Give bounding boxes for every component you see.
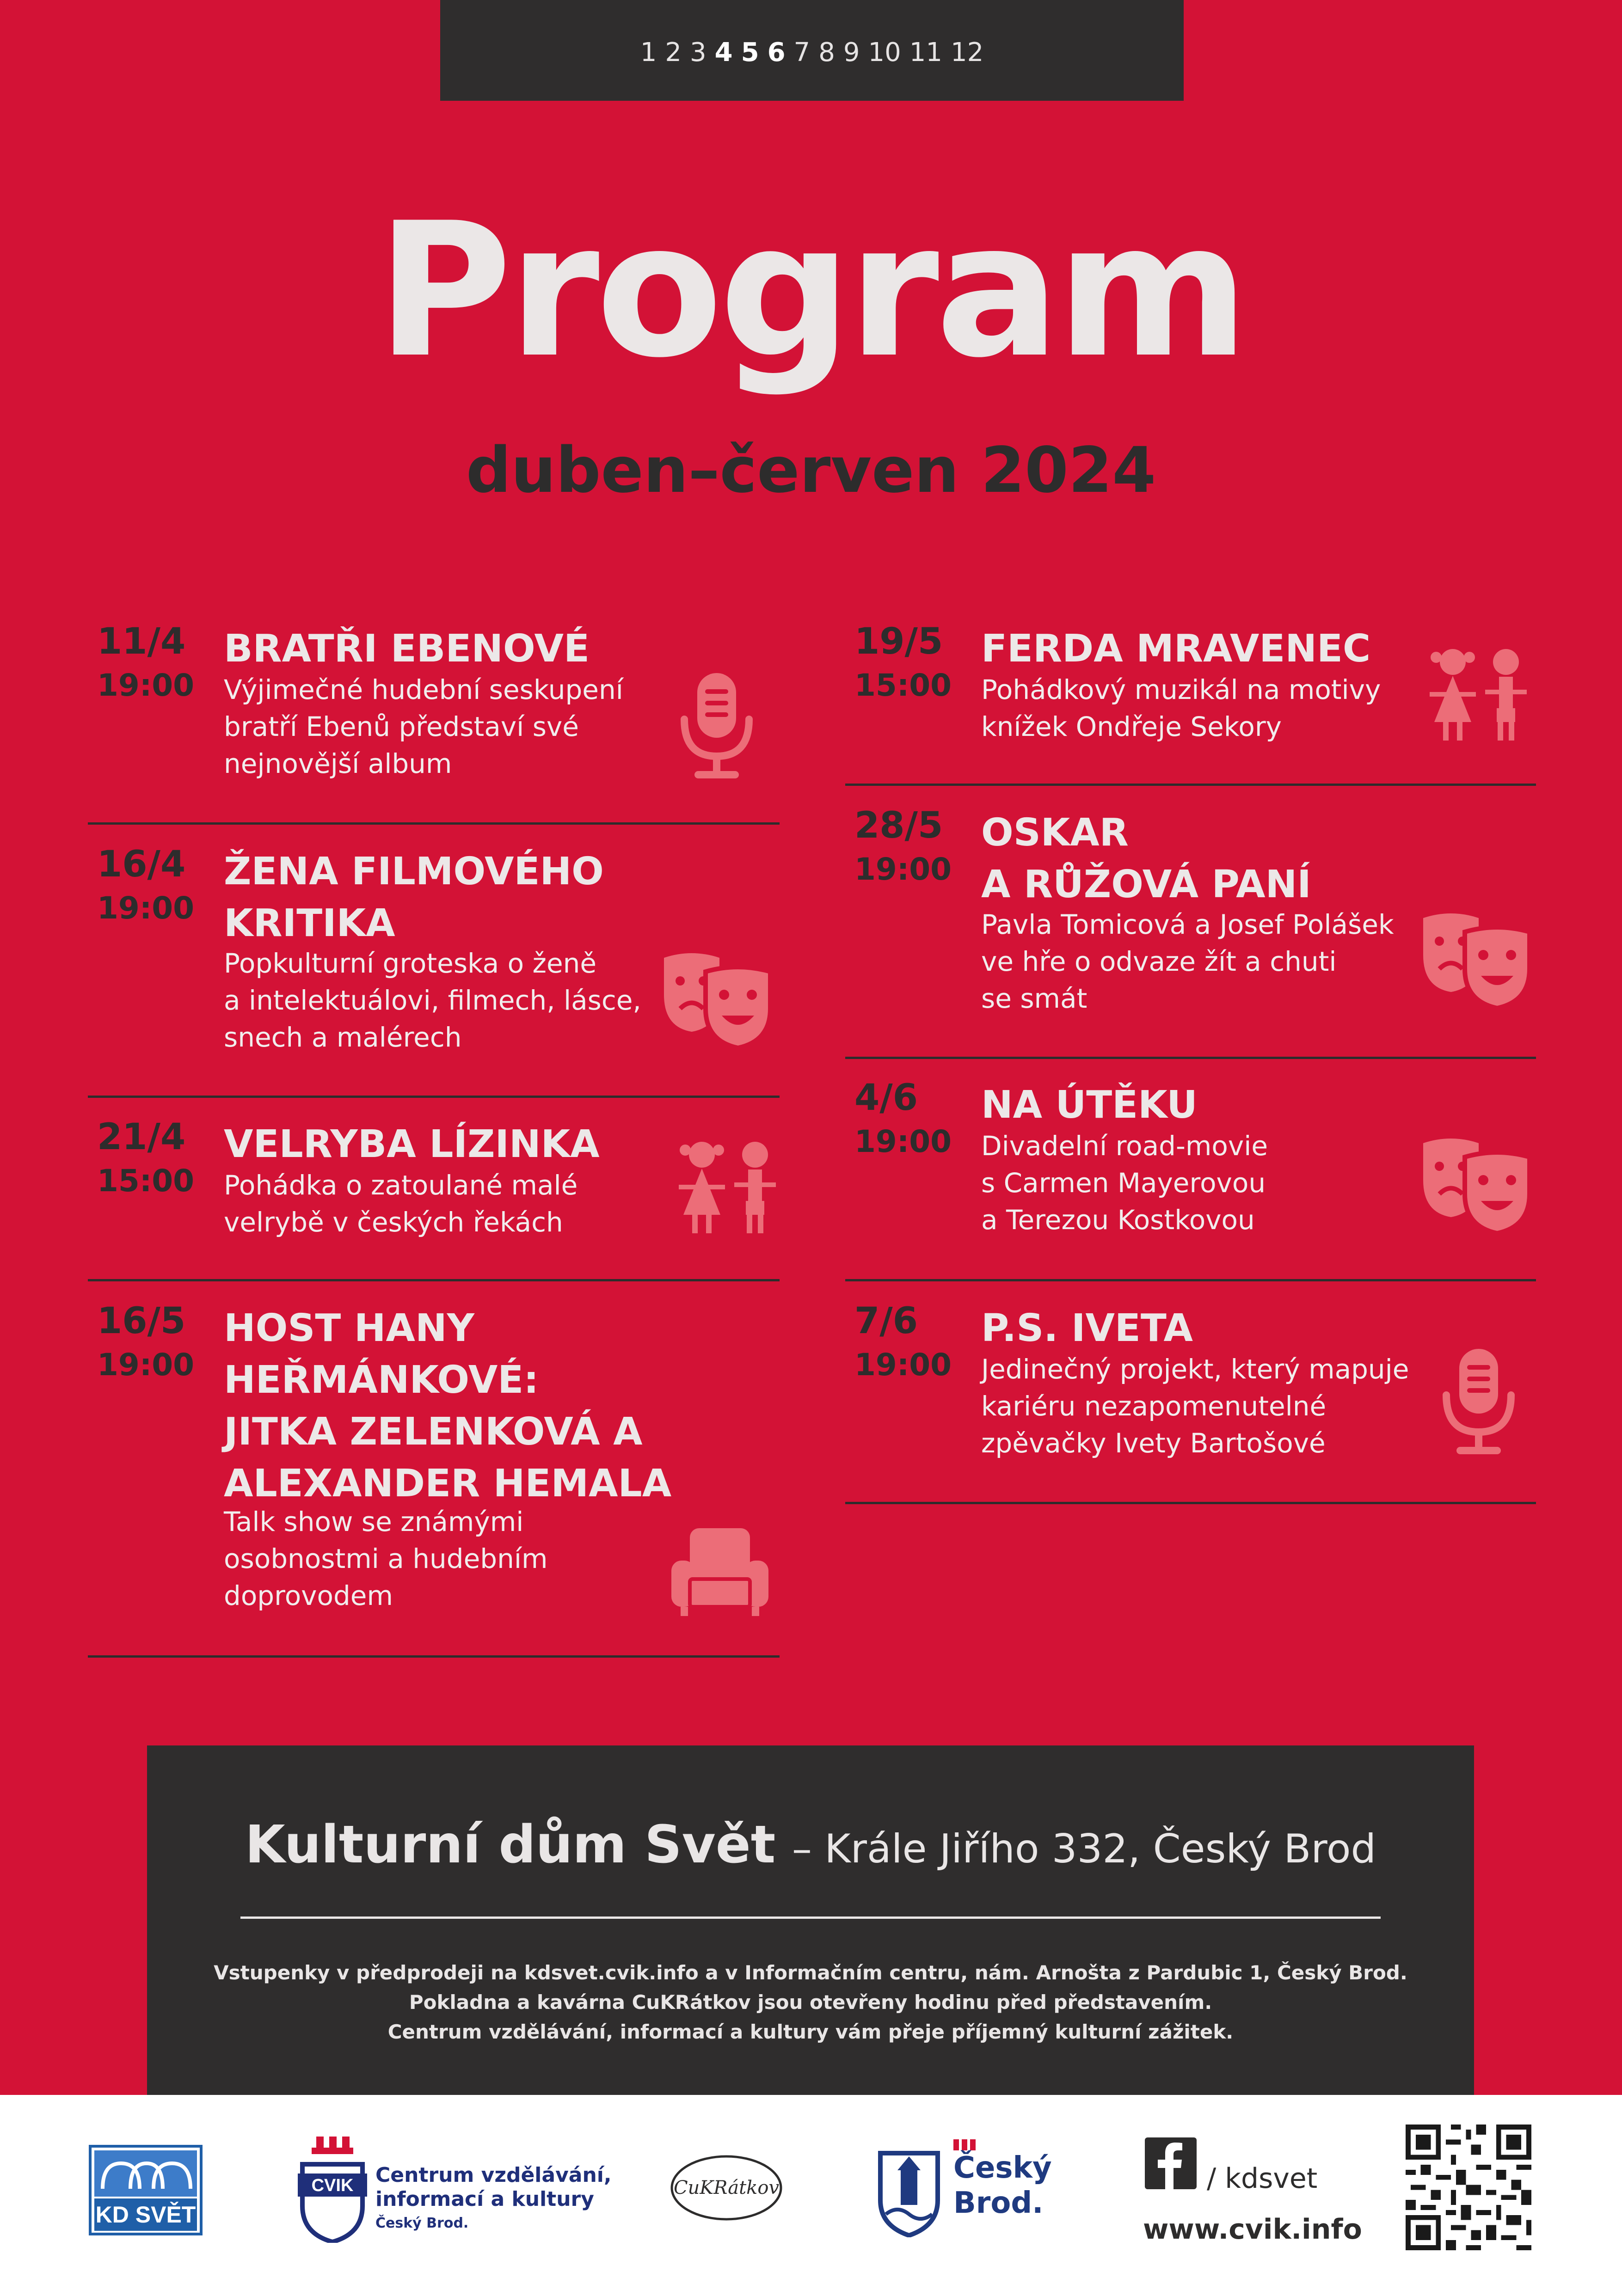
armchair-icon <box>671 1528 768 1616</box>
page-title: Program <box>376 184 1246 398</box>
event-time: 19:00 <box>97 667 195 703</box>
event-title: OSKAR A RŮŽOVÁ PANÍ <box>981 811 1311 906</box>
event-title: NA ÚTĚKU <box>981 1083 1198 1127</box>
event-description: Divadelní road-movie s Carmen Mayerovou a Terezou Kostkovou <box>981 1130 1268 1236</box>
facebook-icon[interactable] <box>1145 2137 1197 2189</box>
month-number: 8 <box>818 37 835 67</box>
event-date: 7/6 <box>854 1300 918 1342</box>
event-item <box>845 623 1536 786</box>
event-date: 21/4 <box>97 1116 186 1158</box>
month-number: 11 <box>909 37 942 67</box>
cvik-logo <box>298 2137 367 2243</box>
cvik-line: Český Brod. <box>375 2215 469 2231</box>
cvik-name <box>375 2163 612 2235</box>
venue-address: – Krále Jiřího 332, Český Brod <box>792 1826 1376 1872</box>
cesky-brod-line: Český <box>953 2151 1052 2185</box>
month-number: 1 <box>640 37 657 67</box>
qr-code-icon[interactable] <box>1406 2125 1531 2250</box>
event-time: 19:00 <box>854 851 952 887</box>
info-line: Pokladna a kavárna CuKRátkov jsou otevřeny hodinu před představením. <box>409 1991 1212 2014</box>
month-number: 5 <box>741 37 759 67</box>
cesky-brod-crest-icon <box>877 2149 941 2237</box>
event-title: HOST HANY HEŘMÁNKOVÉ: JITKA ZELENKOVÁ A ALEXANDER HEMALA <box>224 1306 672 1506</box>
info-line: Vstupenky v předprodeji na kdsvet.cvik.info a v Informačním centru, nám. Arnošta z Pardubic 1, Český Brod. <box>214 1961 1407 1984</box>
kd-svet-logo-text: KD SVĚT <box>95 2202 196 2228</box>
event-item <box>88 1300 780 1658</box>
facebook-handle[interactable]: / kdsvet <box>1207 2162 1318 2195</box>
event-title: FERDA MRAVENEC <box>981 627 1371 671</box>
cukratkov-logo <box>669 2153 784 2223</box>
event-description: Jedinečný projekt, který mapuje kariéru nezapomenutelné zpěvačky Ivety Bartošové <box>981 1353 1409 1459</box>
event-item <box>88 1116 780 1281</box>
event-description: Výjimečné hudební seskupení bratří Ebenů představí své nejnovější album <box>224 674 623 779</box>
event-time: 19:00 <box>97 1347 195 1383</box>
month-number: 10 <box>868 37 901 67</box>
event-description: Pavla Tomicová a Josef Polášek ve hře o odvaze žít a chuti se smát <box>981 909 1394 1014</box>
event-item <box>88 623 780 825</box>
theater-masks-icon <box>1419 909 1534 1010</box>
microphone-icon <box>1437 1349 1520 1455</box>
venue-line <box>147 1815 1474 1875</box>
event-date: 28/5 <box>854 805 943 846</box>
event-time: 15:00 <box>97 1163 195 1199</box>
event-item <box>845 807 1536 1059</box>
children-icon <box>1425 643 1531 745</box>
venue-name: Kulturní dům Svět <box>245 1815 776 1875</box>
event-description: Talk show se známými osobnostmi a hudebním doprovodem <box>224 1506 548 1611</box>
month-bar <box>440 0 1184 101</box>
event-time: 19:00 <box>854 1347 952 1383</box>
page-subtitle: duben–červen 2024 <box>466 434 1156 507</box>
month-number: 12 <box>951 37 984 67</box>
microphone-icon <box>675 673 758 779</box>
event-date: 4/6 <box>854 1077 918 1119</box>
event-description: Popkulturní groteska o ženě a intelektuálovi, filmech, lásce, snech a malérech <box>224 948 641 1053</box>
event-title: BRATŘI EBENOVÉ <box>224 627 590 671</box>
cesky-brod-dots-icon <box>953 2139 977 2150</box>
divider <box>240 1916 1381 1919</box>
cesky-brod-name <box>953 2150 1052 2221</box>
footer <box>0 2095 1622 2296</box>
venue-box <box>147 1745 1474 2095</box>
event-time: 19:00 <box>97 890 195 926</box>
month-number: 6 <box>767 37 786 67</box>
event-description: Pohádka o zatoulané malé velrybě v českých řekách <box>224 1169 578 1238</box>
cvik-line: Centrum vzdělávání, <box>375 2163 612 2187</box>
month-number: 2 <box>665 37 682 67</box>
kd-svet-logo <box>89 2145 203 2235</box>
month-number: 7 <box>793 37 811 67</box>
event-item <box>88 846 780 1098</box>
cvik-badge-text: CVIK <box>311 2176 354 2195</box>
cukratkov-text: CuKRátkov <box>673 2177 780 2198</box>
event-item <box>845 1079 1536 1281</box>
theater-masks-icon <box>1419 1134 1534 1236</box>
event-date: 16/4 <box>97 844 186 885</box>
month-number: 4 <box>714 37 733 67</box>
month-number: 3 <box>690 37 707 67</box>
event-date: 16/5 <box>97 1300 186 1342</box>
cvik-line: informací a kultury <box>375 2187 594 2211</box>
event-date: 19/5 <box>854 621 943 662</box>
event-title: ŽENA FILMOVÉHO KRITIKA <box>224 850 604 945</box>
month-number: 9 <box>843 37 860 67</box>
event-time: 19:00 <box>854 1124 952 1159</box>
event-description: Pohádkový muzikál na motivy knížek Ondřeje Sekory <box>981 674 1381 742</box>
info-text <box>147 1958 1474 2047</box>
event-title: P.S. IVETA <box>981 1306 1193 1350</box>
info-line: Centrum vzdělávání, informací a kultury vám přeje příjemný kulturní zážitek. <box>387 2020 1234 2043</box>
children-icon <box>674 1136 780 1238</box>
event-item <box>845 1300 1536 1504</box>
theater-masks-icon <box>659 949 775 1050</box>
cesky-brod-line: Brod. <box>953 2186 1044 2220</box>
event-title: VELRYBA LÍZINKA <box>224 1122 600 1166</box>
event-time: 15:00 <box>854 667 952 703</box>
event-date: 11/4 <box>97 621 186 662</box>
website-link[interactable]: www.cvik.info <box>1143 2213 1362 2246</box>
